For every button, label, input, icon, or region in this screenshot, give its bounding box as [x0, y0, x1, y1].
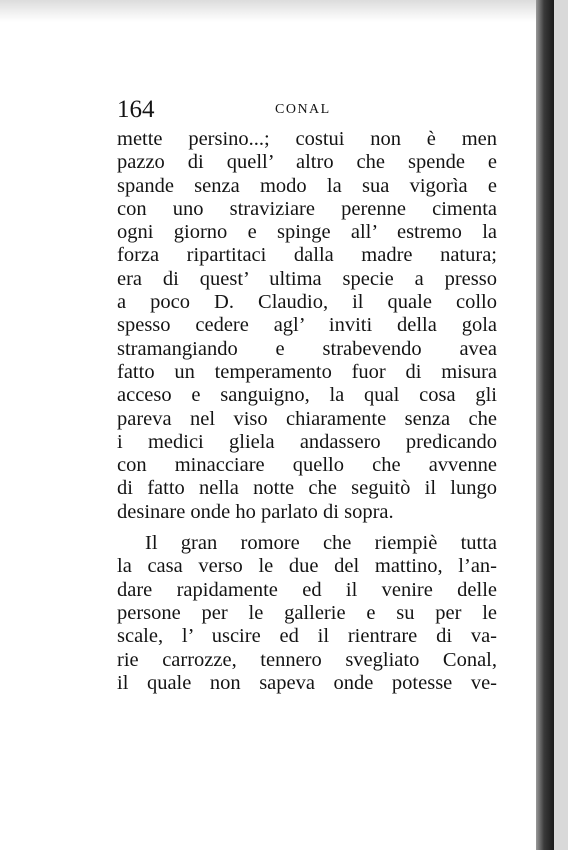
text-line: con minacciare quello che avvenne [117, 454, 497, 477]
text-line: fatto un temperamento fuor di misura [117, 360, 497, 383]
page-edge-margin [554, 0, 568, 850]
scan-shadow-top [0, 0, 540, 22]
text-line: i medici gliela andassero predicando [117, 430, 497, 453]
text-line: desinare onde ho parlato di sopra. [117, 500, 394, 523]
text-line: forza ripartitaci dalla madre natura; [117, 244, 497, 267]
page-number: 164 [117, 96, 155, 123]
body-text [117, 128, 497, 695]
text-line: il quale non sapeva onde potesse ve- [117, 671, 497, 694]
text-line: ogni giorno e spinge all’ estremo la [117, 221, 497, 244]
text-line: stramangiando e strabevendo avea [117, 337, 497, 360]
page-header [117, 96, 497, 126]
text-line: persone per le gallerie e su per le [117, 601, 497, 624]
text-line: spesso cedere agl’ inviti della gola [117, 314, 497, 337]
running-head: CONAL [275, 102, 331, 117]
text-line: rie carrozze, tennero svegliato Conal, [117, 648, 497, 671]
text-line: acceso e sanguigno, la qual cosa gli [117, 384, 497, 407]
text-line: pareva nel viso chiaramente senza che [117, 407, 497, 430]
text-line: con uno straviziare perenne cimenta [117, 197, 497, 220]
text-line: spande senza modo la sua vigorìa e [117, 174, 497, 197]
text-line: a poco D. Claudio, il quale collo [117, 291, 497, 314]
text-line: scale, l’ uscire ed il rientrare di va- [117, 625, 497, 648]
text-line: Il gran romore che riempiè tutta [145, 532, 497, 555]
text-line: era di quest’ ultima specie a presso [117, 267, 497, 290]
text-line: di fatto nella notte che seguitò il lungo [117, 477, 497, 500]
text-line: mette persino...; costui non è men [117, 128, 497, 150]
text-line: pazzo di quell’ altro che spende e [117, 151, 497, 174]
text-line: la casa verso le due del mattino, l’an- [117, 555, 497, 578]
paragraph [117, 128, 497, 524]
page-edge-shadow [536, 0, 554, 850]
paragraph [117, 532, 497, 695]
text-line: dare rapidamente ed il venire delle [117, 578, 497, 601]
